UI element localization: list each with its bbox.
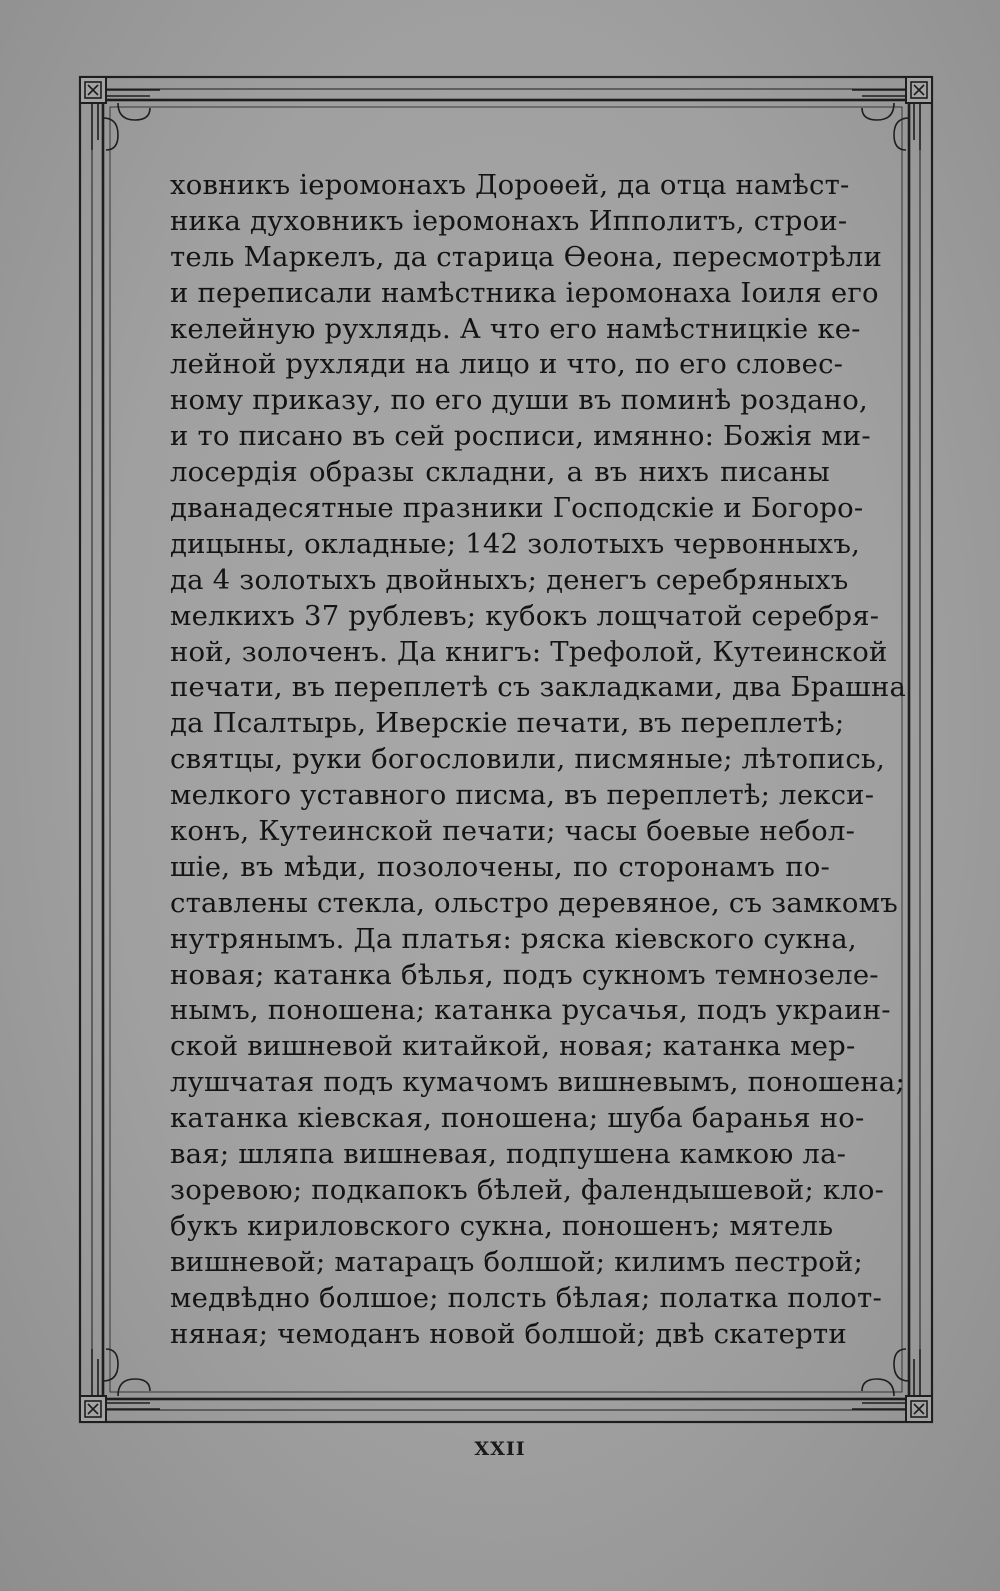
text-line: ховникъ іеромонахъ Дороѳей, да отца намѣст- — [170, 169, 850, 201]
text-line: новая; катанка бѣлья, подъ сукномъ темнозеле- — [170, 958, 879, 991]
corner-ornament-bottom-right — [852, 1349, 932, 1422]
text-line: и то писано въ сей росписи, имянно: Божія ми- — [170, 420, 871, 453]
page-number: XXII — [474, 1438, 526, 1460]
corner-ornament-top-left — [80, 77, 160, 150]
text-line: вая; шляпа вишневая, подпушена камкою ла- — [170, 1138, 847, 1171]
text-line: конъ, Кутеинской печати; часы боевые небол- — [170, 815, 856, 848]
text-line: ника духовникъ іеромонахъ Ипполитъ, строи- — [170, 204, 848, 237]
text-line: лушчатая подъ кумачомъ вишневымъ, поношена; — [170, 1066, 905, 1099]
corner-ornament-bottom-left — [80, 1349, 160, 1422]
text-line: ной, золоченъ. Да книгъ: Трефолой, Кутеинской — [170, 635, 888, 668]
text-line: катанка кіевская, поношена; шуба баранья но- — [170, 1102, 865, 1135]
text-line: мелкого уставного писма, въ переплетѣ; лекси- — [170, 779, 875, 812]
text-line: букъ кириловского сукна, поношенъ; мятель — [170, 1209, 834, 1242]
text-line: да 4 золотыхъ двойныхъ; денегъ серебряныхъ — [170, 563, 849, 596]
text-line: нутрянымъ. Да платья: ряска кіевского сукна, — [170, 922, 857, 955]
text-line: дванадесятные празники Господскіе и Богоро- — [170, 492, 864, 525]
text-line: нымъ, поношена; катанка русачья, подъ украин- — [170, 994, 891, 1027]
text-line: шіе, въ мѣди, позолочены, по сторонамъ по- — [170, 850, 830, 883]
page-body-text — [170, 168, 907, 1352]
text-line: лейной рухляди на лицо и что, по его словес- — [170, 348, 844, 381]
text-line: вишневой; матарацъ болшой; килимъ пестрой; — [170, 1245, 864, 1278]
text-line: и переписали намѣстника іеромонаха Іоиля его — [170, 276, 879, 309]
text-line: зоревою; подкапокъ бѣлей, фалендышевой; кло- — [170, 1173, 885, 1206]
text-line: да Псалтырь, Иверскіе печати, въ переплетѣ; — [170, 707, 845, 740]
text-line: медвѣдно болшое; полсть бѣлая; полатка полот- — [170, 1281, 882, 1314]
text-line: келейную рухлядь. А что его намѣстницкіе ке- — [170, 312, 861, 345]
corner-ornament-top-right — [852, 77, 932, 150]
text-line: святцы, руки богословили, писмяные; лѣтопись, — [170, 743, 886, 776]
text-line: тель Маркелъ, да старица Ѳеона, пересмотрѣли — [170, 240, 882, 273]
text-line: ному приказу, по его души въ поминѣ роздано, — [170, 384, 868, 417]
text-line: ской вишневой китайкой, новая; катанка мер- — [170, 1030, 856, 1063]
text-line: дицыны, окладные; 142 золотыхъ червонныхъ, — [170, 527, 861, 560]
text-line: мелкихъ 37 рублевъ; кубокъ лощчатой серебря- — [170, 599, 880, 632]
text-line: печати, въ переплетѣ съ закладками, два Брашна — [170, 671, 907, 704]
text-line: ставлены стекла, ольстро деревяное, съ замкомъ — [170, 886, 898, 919]
text-line: лосердія образы складни, а въ нихъ писаны — [170, 456, 830, 489]
text-line: няная; чемоданъ новой болшой; двѣ скатерти — [170, 1317, 847, 1350]
